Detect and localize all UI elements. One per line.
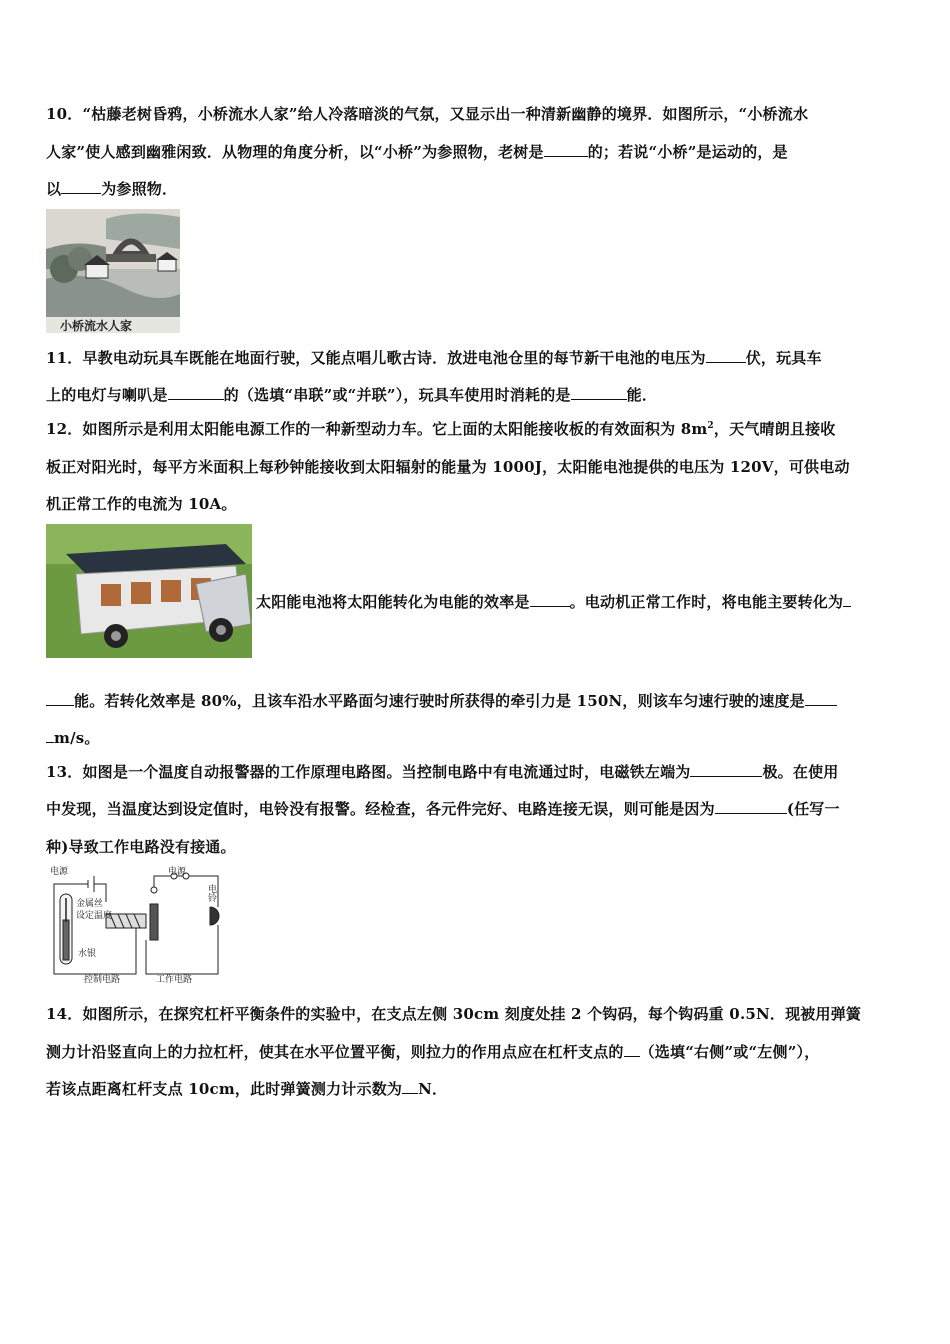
q10-line2: 人家”使人感到幽雅闲致．从物理的角度分析，以“小桥”为参照物，老树是 的；若说“小桥”是运动的，是 bbox=[46, 143, 788, 161]
q14-line3: 若该点距离杠杆支点 10cm，此时弹簧测力计示数为 N． bbox=[46, 1080, 448, 1098]
answer-blank bbox=[805, 691, 837, 706]
circuit-drawing bbox=[46, 862, 224, 984]
answer-blank bbox=[571, 385, 627, 400]
q12-line2: 板正对阳光时，每平方米面积上每秒钟能接收到太阳辐射的能量为 1000J，太阳能电池提供的电压为 120V，可供电动 bbox=[46, 458, 850, 476]
q14-line1: 14．如图所示，在探究杠杆平衡条件的实验中，在支点左侧 30cm 刻度处挂 2 个钩码，每个钩码重 0.5N．现被用弹簧 bbox=[46, 1005, 862, 1023]
answer-blank bbox=[690, 762, 762, 777]
label-power-right: 电源 bbox=[168, 867, 187, 877]
answer-blank bbox=[624, 1042, 640, 1057]
label-bell: 电铃 bbox=[208, 885, 218, 904]
answer-blank bbox=[61, 179, 101, 194]
answer-blank bbox=[46, 691, 74, 706]
alarm-circuit-diagram bbox=[46, 862, 224, 984]
answer-blank bbox=[843, 592, 851, 607]
q12-line5: 能。若转化效率是 80%，且该车沿水平路面匀速行驶时所获得的牵引力是 150N，则该车匀速行驶的速度是 bbox=[46, 690, 837, 711]
q10-line1: 10．“枯藤老树昏鸦，小桥流水人家”给人冷落暗淡的气氛，又显示出一种清新幽静的境界．如图所示，“小桥流水 bbox=[46, 105, 809, 123]
q12-side-line: 太阳能电池将太阳能转化为电能的效率是 。电动机正常工作时，将电能主要转化为 bbox=[256, 591, 851, 612]
label-mercury: 水银 bbox=[78, 949, 97, 959]
q13-line1: 13．如图是一个温度自动报警器的工作原理电路图。当控制电路中有电流通过时，电磁铁左端为 极。在使用 bbox=[46, 763, 839, 781]
solar-car-illustration bbox=[46, 524, 252, 658]
q10-line3: 以 为参照物． bbox=[46, 180, 178, 198]
answer-blank bbox=[530, 592, 570, 607]
picture-caption: 小桥流水人家 bbox=[60, 319, 133, 333]
label-set-temp: 设定温度 bbox=[76, 911, 113, 921]
answer-blank bbox=[706, 348, 746, 363]
q13-line3: 种)导致工作电路没有接通。 bbox=[46, 838, 236, 856]
bridge-picture bbox=[46, 209, 180, 333]
label-power-left: 电源 bbox=[50, 867, 69, 877]
q11-line2: 上的电灯与喇叭是 的（选填“串联”或“并联”），玩具车使用时消耗的是 能． bbox=[46, 386, 658, 404]
q12-line6: m/s。 bbox=[46, 727, 100, 748]
answer-blank bbox=[46, 728, 54, 743]
q14-line2: 测力计沿竖直向上的力拉杠杆，使其在水平位置平衡，则拉力的作用点应在杠杆支点的 （选填“右侧”或“左侧”）， bbox=[46, 1043, 820, 1061]
answer-blank bbox=[544, 142, 588, 157]
answer-blank bbox=[168, 385, 224, 400]
answer-blank bbox=[402, 1079, 418, 1094]
label-control-circuit: 控制电路 bbox=[84, 975, 121, 984]
q12-line1: 12．如图所示是利用太阳能电源工作的一种新型动力车。它上面的太阳能接收板的有效面积为 $8m^2$，天气晴朗且接收 bbox=[46, 420, 836, 438]
solar-car-picture bbox=[46, 524, 252, 658]
label-wire: 金属丝 bbox=[76, 899, 104, 909]
q12-line3: 机正常工作的电流为 10A。 bbox=[46, 495, 237, 513]
label-work-circuit: 工作电路 bbox=[156, 975, 193, 984]
q11-line1: 11．早教电动玩具车既能在地面行驶，又能点唱儿歌古诗．放进电池仓里的每节新干电池的电压为 伏，玩具车 bbox=[46, 349, 822, 367]
bridge-painting bbox=[46, 209, 180, 333]
q13-line2: 中发现，当温度达到设定值时，电铃没有报警。经检查，各元件完好、电路连接无误，则可能是因为 (任写一 bbox=[46, 800, 840, 818]
answer-blank bbox=[715, 799, 787, 814]
